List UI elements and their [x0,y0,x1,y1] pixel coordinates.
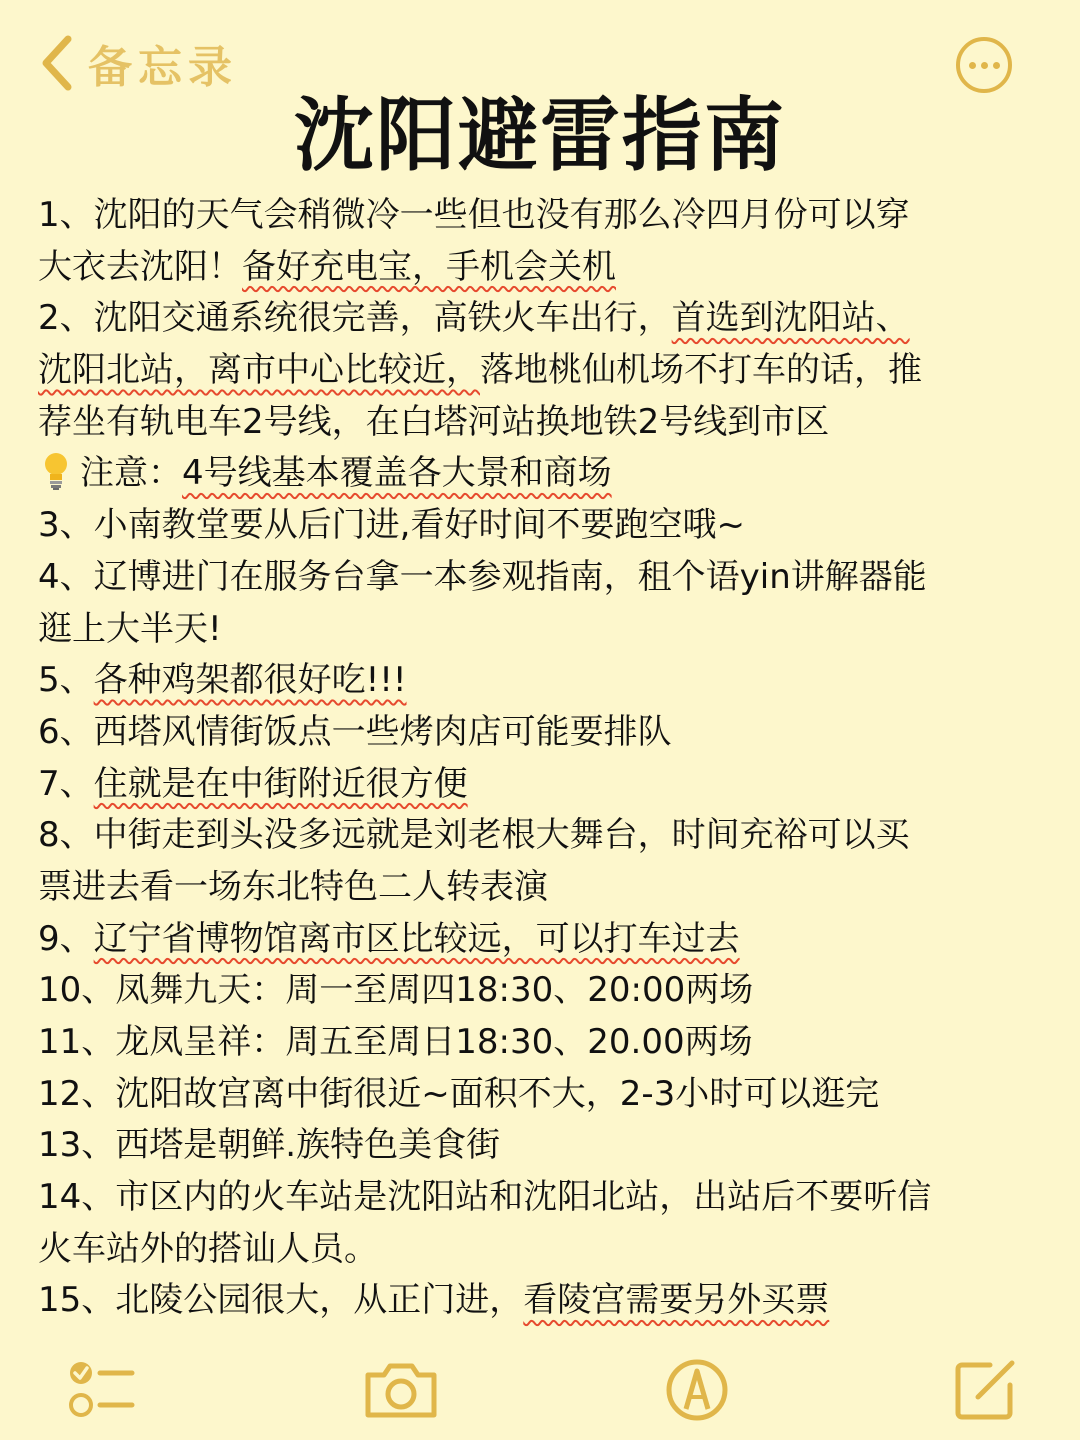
highlighted-text: 住就是在中街附近很方便 [93,763,468,804]
more-dot [969,62,976,69]
note-line [38,759,1048,811]
more-dot [993,62,1000,69]
text-span: 9、 [38,918,94,959]
text-span: 2、沈阳交通系统很完善，高铁火车出行， [38,298,672,339]
checklist-button[interactable] [66,1355,138,1429]
text-span: 票进去看一场东北特色二人转表演 [38,866,548,907]
lightbulb-icon [38,450,74,506]
highlighted-text: 4号线基本覆盖各大景和商场 [182,453,612,494]
note-line [38,1120,1048,1172]
note-line [38,1224,1048,1276]
note-line [38,397,1048,449]
note-line [38,448,1048,500]
highlighted-text: 各种鸡架都很好吃!!! [93,660,407,701]
note-line [38,345,1048,397]
compose-icon [950,1355,1020,1425]
note-line [38,914,1048,966]
note-line [38,500,1048,552]
camera-icon [362,1355,440,1425]
text-span: 7、 [38,763,94,804]
note-line [38,965,1048,1017]
text-span: 11、龙凤呈祥：周五至周日18:30、20.00两场 [38,1022,753,1062]
new-note-button[interactable] [950,1355,1020,1429]
nav-bar [0,0,1080,100]
pen-tip-icon [664,1355,730,1425]
camera-button[interactable] [362,1355,440,1429]
note-line [38,1017,1048,1069]
note-line [38,1172,1048,1224]
text-span: 荐坐有轨电车2号线，在白塔河站换地铁2号线到市区 [38,401,830,442]
text-span: 10、凤舞九天：周一至周四18:30、20:00两场 [38,970,754,1011]
text-span: 3、小南教堂要从后门进,看好时间不要跑空哦~ [38,505,745,546]
bottom-toolbar [0,1345,1080,1440]
text-span: 13、西塔是朝鲜.族特色美食街 [38,1125,501,1166]
text-span: 14、市区内的火车站是沈阳站和沈阳北站，出站后不要听信 [38,1177,932,1218]
highlighted-text: 看陵宫需要另外买票 [523,1280,830,1321]
text-span: 4、辽博进门在服务台拿一本参观指南，租个语yin讲解器能 [38,556,927,597]
note-line [38,1275,1048,1327]
highlighted-text: 沈阳北站，离市中心比较近， [38,350,480,391]
note-line [38,810,1048,862]
note-line [38,190,1048,242]
highlighted-text: 首选到沈阳站、 [671,298,910,339]
back-label: 备忘录 [88,42,238,93]
text-span: 5、 [38,660,94,701]
chevron-left-icon [40,35,74,91]
note-line [38,862,1048,914]
note-content[interactable] [38,190,1048,1327]
more-options-button[interactable] [956,37,1012,93]
more-dot [981,62,988,69]
note-line [38,552,1048,604]
note-line [38,707,1048,759]
note-line [38,293,1048,345]
text-span: 注意： [80,453,182,494]
text-span: 逛上大半天! [38,608,222,649]
page-title: 沈阳避雷指南 [294,89,786,182]
note-line [38,655,1048,707]
text-span: 6、西塔风情街饭点一些烤肉店可能要排队 [38,711,672,752]
checklist-icon [66,1355,138,1425]
text-span: 12、沈阳故宫离中街很近~面积不大，2-3小时可以逛完 [38,1073,880,1114]
text-span: 大衣去沈阳！ [38,246,242,287]
note-line [38,242,1048,294]
text-span: 1、沈阳的天气会稍微冷一些但也没有那么冷四月份可以穿 [38,195,910,235]
text-span: 火车站外的搭讪人员。 [38,1228,378,1269]
highlighted-text: 辽宁省博物馆离市区比较远，可以打车过去 [93,918,740,959]
highlighted-text: 备好充电宝，手机会关机 [242,246,616,287]
text-span: 15、北陵公园很大，从正门进， [38,1280,524,1321]
text-span: 落地桃仙机场不打车的话，推 [480,350,922,391]
markup-button[interactable] [664,1355,730,1429]
note-line [38,1069,1048,1121]
text-span: 8、中街走到头没多远就是刘老根大舞台，时间充裕可以买 [38,815,910,856]
note-line [38,604,1048,656]
back-button[interactable] [40,32,238,94]
